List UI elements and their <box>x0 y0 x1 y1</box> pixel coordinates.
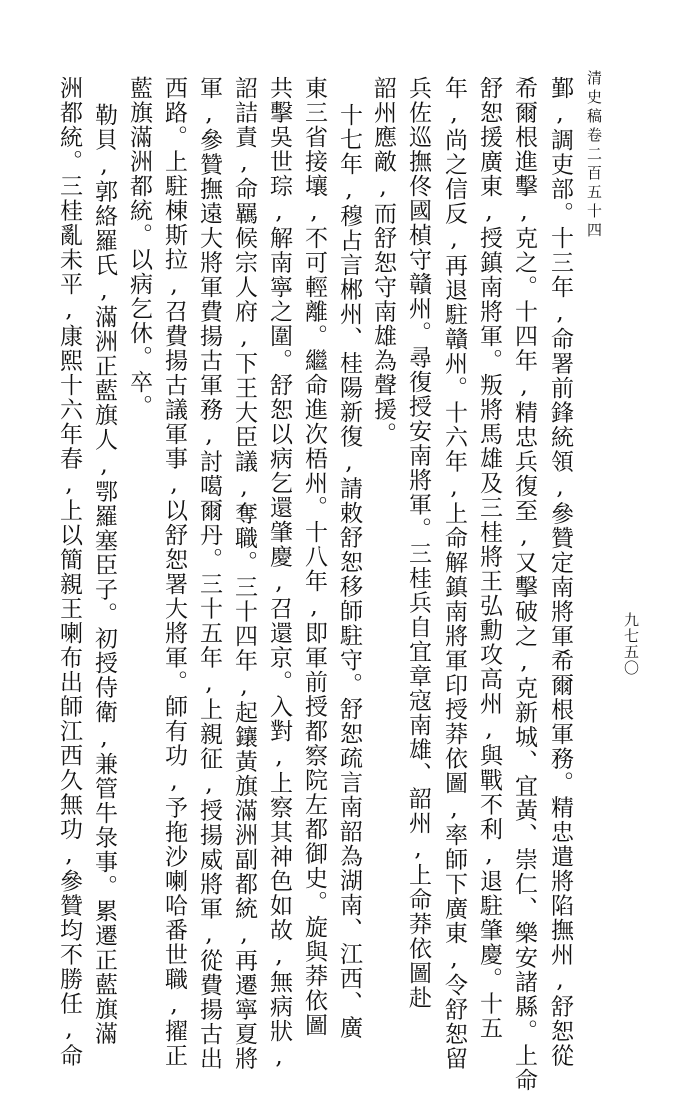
text-column: 西路。上駐棟斯拉,召費揚古議軍事,以舒恕署大將軍。師有功,予拖沙喇哈番世職,擢正 <box>161 76 187 1068</box>
text-column: 鄞,調吏部。十三年,命署前鋒統領,參贊定南將軍希爾根軍務。精忠遣將陷撫州,舒恕從 <box>547 76 573 1068</box>
text-column: 洲都統。三桂亂未平,康熙十六年春,上以簡親王喇布出師江西久無功,參贊均不勝任,命 <box>56 76 82 1068</box>
text-column: 韶州應敵,而舒恕守南雄為聲援。 <box>370 76 396 447</box>
text-column: 藍旗滿洲都統。以病乞休。卒。 <box>126 76 152 419</box>
text-column: 詔詰責,命羈候宗人府,下王大臣議,奪職。三十四年,起鑲黃旗滿洲副都統,再遷寧夏將 <box>231 76 257 1071</box>
text-column: 舒恕援廣東,授鎮南將軍。叛將馬雄及三桂將王弘勳攻高州,與戰不利,退駐肇慶。十五 <box>476 76 502 1041</box>
running-title: 清史稿卷二百五十四 <box>585 70 603 241</box>
text-column: 希爾根進擊,克之。十四年,精忠兵復至,又擊破之,克新城、宜黃、崇仁、樂安諸縣。上命 <box>511 76 537 1093</box>
text-column: 兵佐巡撫佟國楨守贛州。尋復授安南將軍。三桂兵自宜章寇南雄、韶州,上命莽依圖赴 <box>405 76 431 1010</box>
text-column: 軍,參贊撫遠大將軍費揚古軍務,討噶爾丹。三十五年,上親征,授揚威將軍,從費揚古出 <box>196 76 222 1071</box>
text-column: 十七年,穆占言郴州、桂陽新復,請敕舒恕移師駐守。舒恕疏言南韶為湖南、江西、廣 <box>336 103 362 1040</box>
page-number: 九七五〇 <box>622 612 640 676</box>
text-column: 年,尚之信反,再退駐贛州。十六年,上命解鎮南將軍印授莽依圖,率師下廣東,令舒恕留 <box>441 76 467 1071</box>
text-column: 東三省接壤,不可輕離。繼命進次梧州。十八年,即軍前授都察院左都御史。旋與莽依圖 <box>301 76 327 1038</box>
text-column: 勒貝,郭絡羅氏,滿洲正藍旗人,鄂羅塞臣子。初授侍衛,兼管牛彔事。累遷正藍旗滿 <box>91 103 117 1046</box>
text-column: 共擊吳世琮,解南寧之圍。舒恕以病乞還肇慶,召還京。入對,上察其神色如故,無病狀, <box>266 76 292 1071</box>
